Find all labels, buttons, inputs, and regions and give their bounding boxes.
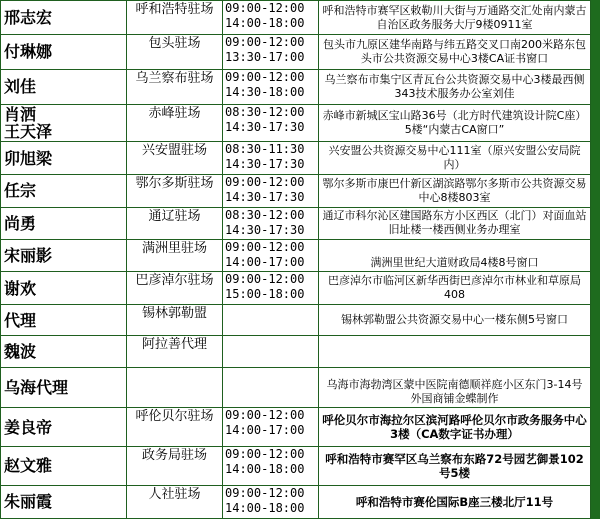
office-hours [223, 35, 319, 69]
person-name: 刘佳 [1, 69, 127, 104]
table-edge-bar [591, 1, 600, 35]
table-edge-bar [591, 239, 600, 271]
office-hours [223, 447, 319, 485]
office-hours [223, 408, 319, 447]
station-name: 巴彦淖尔驻场 [127, 272, 223, 305]
station-name: 呼伦贝尔驻场 [127, 408, 223, 447]
afternoon-hours: 14:00-18:00 [225, 500, 305, 515]
morning-hours: 09:00-12:00 [225, 272, 305, 286]
station-name: 阿拉善代理 [127, 336, 223, 367]
office-address: 呼和浩特市赛罕区敕勒川大街与万通路交汇处南内蒙古自治区政务服务大厅9楼0911室 [319, 1, 591, 35]
table-row [1, 272, 600, 305]
person-name: 邢志宏 [1, 1, 127, 35]
table-edge-bar [591, 69, 600, 104]
station-name: 呼和浩特驻场 [127, 1, 223, 35]
station-name: 通辽驻场 [127, 207, 223, 239]
afternoon-hours: 14:00-18:00 [225, 462, 305, 477]
station-name: 兴安盟驻场 [127, 142, 223, 175]
office-address: 乌兰察布市集宁区青瓦台公共资源交易中心3楼最西侧343技术服务办公室刘佳 [319, 69, 591, 104]
person-name-line: 肖洒 [4, 104, 37, 124]
table-row [1, 367, 600, 407]
table-row [1, 239, 600, 271]
person-name: 代理 [1, 305, 127, 336]
person-name: 谢欢 [1, 272, 127, 305]
station-name: 政务局驻场 [127, 447, 223, 485]
afternoon-hours: 13:30-17:00 [225, 50, 305, 65]
morning-hours: 09:00-12:00 [225, 485, 305, 500]
table-row [1, 485, 600, 518]
morning-hours: 08:30-11:30 [225, 142, 305, 157]
station-name: 包头驻场 [127, 35, 223, 69]
station-name [127, 367, 223, 407]
afternoon-hours: 14:30-17:30 [225, 190, 305, 205]
table-row [1, 305, 600, 336]
office-address: 乌海市海勃湾区蒙中医院南德顺祥庭小区东门3-14号外国商铺金蝶制作 [319, 367, 591, 407]
morning-hours [225, 368, 318, 383]
office-hours [223, 485, 319, 518]
table-row [1, 447, 600, 485]
office-address: 包头市九原区建华南路与纬五路交叉口南200米路东包头市公共资源交易中心3楼CA证书窗口 [319, 35, 591, 69]
person-name: 付琳娜 [1, 35, 127, 69]
office-hours [223, 367, 319, 407]
office-hours [223, 1, 319, 35]
table-edge-bar [591, 207, 600, 239]
table-row [1, 142, 600, 175]
table-row [1, 336, 600, 367]
morning-hours: 09:00-12:00 [225, 175, 305, 190]
office-address: 兴安盟公共资源交易中心111室（原兴安盟公安局院内） [319, 142, 591, 175]
office-hours [223, 239, 319, 271]
person-name: 任宗 [1, 175, 127, 207]
table-edge-bar [591, 175, 600, 207]
table-edge-bar [591, 35, 600, 69]
table-edge-bar [591, 408, 600, 447]
office-hours [223, 69, 319, 104]
afternoon-hours: 15:00-18:00 [225, 287, 305, 301]
office-address: 赤峰市新城区宝山路36号（北方时代建筑设计院C座）5楼“内蒙古CA窗口” [319, 104, 591, 141]
office-hours [223, 272, 319, 305]
person-name [1, 104, 127, 141]
morning-hours: 08:30-12:00 [225, 207, 305, 222]
station-name: 满洲里驻场 [127, 239, 223, 271]
station-name: 锡林郭勒盟 [127, 305, 223, 336]
person-name-line: 王天泽 [4, 121, 53, 141]
office-address: 呼伦贝尔市海拉尔区滨河路呼伦贝尔市政务服务中心3楼（CA数字证书办理） [319, 408, 591, 447]
morning-hours: 09:00-12:00 [225, 69, 305, 84]
afternoon-hours: 14:00-18:00 [225, 16, 305, 30]
office-hours [223, 305, 319, 336]
table-edge-bar [591, 142, 600, 175]
person-name: 乌海代理 [1, 367, 127, 407]
station-name: 赤峰驻场 [127, 104, 223, 141]
office-hours [223, 175, 319, 207]
table-edge-bar [591, 336, 600, 367]
office-address: 巴彦淖尔市临河区新华西街巴彦淖尔市林业和草原局408 [319, 272, 591, 305]
person-name: 魏波 [1, 336, 127, 367]
office-address: 呼和浩特市赛伦国际B座三楼北厅11号 [319, 485, 591, 518]
table-row [1, 69, 600, 104]
office-address: 鄂尔多斯市康巴什新区湖滨路鄂尔多斯市公共资源交易中心8楼803室 [319, 175, 591, 207]
office-hours [223, 207, 319, 239]
morning-hours [225, 305, 318, 320]
morning-hours: 09:00-12:00 [225, 408, 305, 423]
table-row [1, 1, 600, 35]
office-hours [223, 142, 319, 175]
afternoon-hours [225, 351, 318, 366]
table-edge-bar [591, 367, 600, 407]
afternoon-hours: 14:30-17:30 [225, 119, 305, 134]
table-edge-bar [591, 447, 600, 485]
person-name: 尚勇 [1, 207, 127, 239]
table-body [1, 1, 600, 519]
station-name: 鄂尔多斯驻场 [127, 175, 223, 207]
office-hours [223, 336, 319, 367]
office-address: 通辽市科尔沁区建国路东方小区西区（北门）对面血站旧址楼一楼西侧业务办理室 [319, 207, 591, 239]
afternoon-hours: 14:00-17:00 [225, 423, 305, 438]
afternoon-hours [225, 383, 318, 398]
table-edge-bar [591, 305, 600, 336]
person-name: 宋丽影 [1, 239, 127, 271]
afternoon-hours: 14:30-17:30 [225, 157, 305, 172]
office-address: 锡林郭勒盟公共资源交易中心一楼东侧5号窗口 [319, 305, 591, 336]
afternoon-hours: 14:30-17:30 [225, 222, 305, 237]
person-name: 赵文雅 [1, 447, 127, 485]
morning-hours: 09:00-12:00 [225, 447, 305, 462]
person-name: 姜良帝 [1, 408, 127, 447]
morning-hours [225, 336, 318, 351]
table-row [1, 35, 600, 69]
table-edge-bar [591, 272, 600, 305]
afternoon-hours: 14:30-18:00 [225, 84, 305, 99]
station-name: 人社驻场 [127, 485, 223, 518]
morning-hours: 09:00-12:00 [225, 35, 305, 50]
person-name: 朱丽霞 [1, 485, 127, 518]
table-row [1, 104, 600, 141]
office-hours [223, 104, 319, 141]
afternoon-hours [225, 320, 318, 335]
table-edge-bar [591, 104, 600, 141]
morning-hours: 09:00-12:00 [225, 239, 305, 254]
office-address: 满洲里世纪大道财政局4楼8号窗口 [319, 239, 591, 271]
office-address [319, 336, 591, 367]
morning-hours: 09:00-12:00 [225, 1, 305, 15]
person-name: 卯旭梁 [1, 142, 127, 175]
morning-hours: 08:30-12:00 [225, 104, 305, 119]
table-row [1, 408, 600, 447]
afternoon-hours: 14:00-17:00 [225, 254, 305, 269]
table-edge-bar [591, 485, 600, 518]
table-row [1, 175, 600, 207]
station-name: 乌兰察布驻场 [127, 69, 223, 104]
table-row [1, 207, 600, 239]
office-address: 呼和浩特市赛罕区乌兰察布东路72号园艺御景102号5楼 [319, 447, 591, 485]
